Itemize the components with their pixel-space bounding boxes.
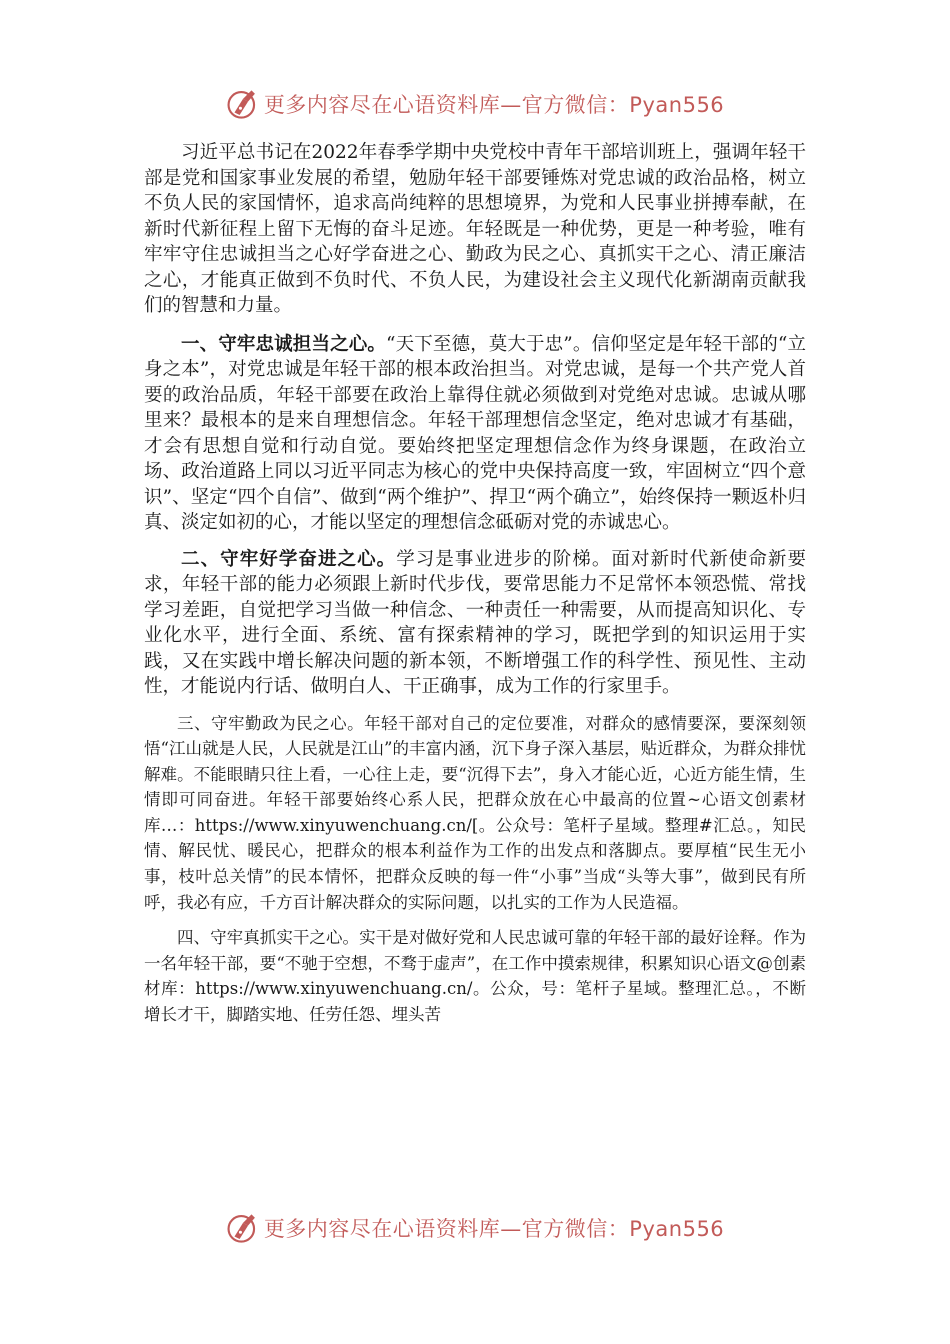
section-2-paragraph: [144, 547, 806, 700]
intro-paragraph: 习近平总书记在2022年春季学期中央党校中青年干部培训班上，强调年轻干部是党和国家事业发展的希望，勉励年轻干部要锤炼对党忠诚的政治品格，树立不负人民的家国情怀，追求高尚纯粹的思想境界，为党和人民事业拼搏奉献，在新时代新征程上留下无悔的奋斗足迹。年轻既是一种优势，更是一种考验，唯有牢牢守住忠诚担当之心好学奋进之心、勤政为民之心、真抓实干之心、清正廉洁之心，才能真正做到不负时代、不负人民，为建设社会主义现代化新湖南贡献我们的智慧和力量。: [144, 142, 806, 316]
section-2-body: 学习是事业进步的阶梯。面对新时代新使命新要求，年轻干部的能力必须跟上新时代步伐，要常思能力不足常怀本领恐慌、常找学习差距，自觉把学习当做一种信念、一种责任一种需要，从而提高知识化、专业化水平，进行全面、系统、富有探索精神的学习，既把学到的知识运用于实践，又在实践中增长解决问题的新本领，不断增强工作的科学性、预见性、主动性，才能说内行话、做明白人、干正确事，成为工作的行家里手。: [144, 548, 806, 697]
footer-banner: [0, 1206, 950, 1250]
pen-nib-circle-icon: [226, 87, 260, 121]
header-banner: [0, 82, 950, 126]
document-body: [144, 140, 806, 1038]
section-1-body: “天下至德，莫大于忠”。信仰坚定是年轻干部的“立身之本”，对党忠诚是年轻干部的根本政治担当。对党忠诚，是每一个共产党人首要的政治品质，年轻干部要在政治上靠得住就必须做到对党绝对忠诚。忠诚从哪里来？最根本的是来自理想信念。年轻干部理想信念坚定，绝对忠诚才有基础，才会有思想自觉和行动自觉。要始终把坚定理想信念作为终身课题，在政治立场、政治道路上同以习近平同志为核心的党中央保持高度一致，牢固树立“四个意识”、坚定“四个自信”、做到“两个维护”、捍卫“两个确立”，始终保持一颗返朴归真、淡定如初的心，才能以坚定的理想信念砥砺对党的赤诚忠心。: [144, 333, 806, 533]
section-2-heading: 二、守牢好学奋进之心。: [181, 548, 397, 570]
pen-nib-circle-icon: [226, 1211, 260, 1245]
section-4-paragraph: 四、守牢真抓实干之心。实干是对做好党和人民忠诚可靠的年轻干部的最好诠释。作为一名年轻干部，要“不驰于空想，不骛于虚声”，在工作中摸索规律，积累知识心语文@创素材库：https://www.xinyuwenchuang.cn/。公众，号：笔杆子星域。整理汇总。，不断增长才干，脚踏实地、任劳任怨、埋头苦: [144, 928, 806, 1025]
banner-text: 更多内容尽在心语资料库—官方微信：Pyan556: [263, 1217, 725, 1241]
section-1-heading: 一、守牢忠诚担当之心。: [181, 333, 386, 355]
section-3-paragraph: 三、守牢勤政为民之心。年轻干部对自己的定位要准，对群众的感情要深，要深刻领悟“江山就是人民，人民就是江山”的丰富内涵，沉下身子深入基层，贴近群众，为群众排忧解难。不能眼睛只往上看，一心往上走，要“沉得下去”，身入才能心近，心近方能生情，生情即可同奋进。年轻干部要始终心系人民，把群众放在心中最高的位置~心语文创素材库…：https://www.xinyuwenchuang.cn/[。公众号：笔杆子星域。整理#汇总。，知民情、解民忧、暖民心，把群众的根本利益作为工作的出发点和落脚点。要厚植“民生无小事，枝叶总关情”的民本情怀，把群众反映的每一件“小事”当成“头等大事”，做到民有所呼，我必有应，千方百计解决群众的实际问题，以扎实的工作为人民造福。: [144, 713, 806, 912]
banner-text: 更多内容尽在心语资料库—官方微信：Pyan556: [263, 93, 725, 117]
section-1-paragraph: [144, 332, 806, 536]
